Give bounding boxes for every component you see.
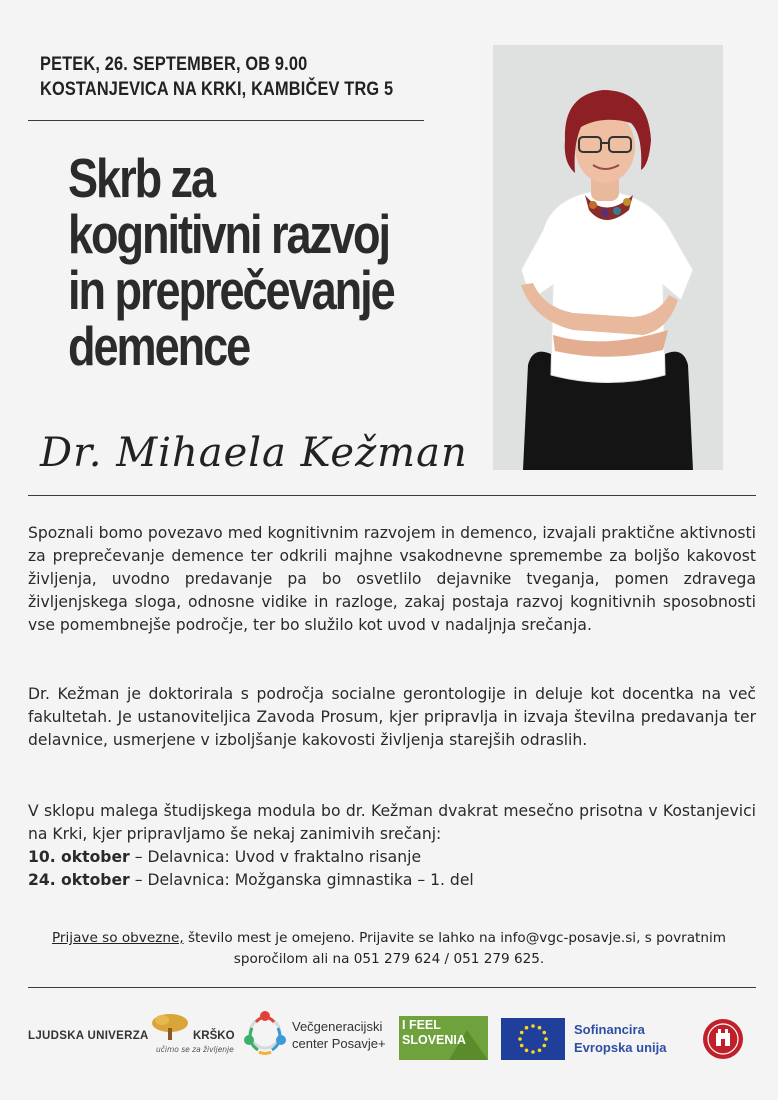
notice-details: število mest je omejeno. Prijavite se lahko na info@vgc-posavje.si, s povratnim sporočilom ali na 051 279 624 / 051 279 625. [183, 930, 727, 967]
vgc-posavje-logo [242, 1010, 392, 1060]
module-section [28, 800, 756, 892]
lu-name: LJUDSKA UNIVERZA [28, 1030, 149, 1042]
ifs-line-1: I FEEL [402, 1018, 441, 1032]
lu-tagline: učimo se za življenje [156, 1045, 234, 1054]
title-line: Skrb za [68, 147, 215, 209]
registration-notice [28, 928, 750, 970]
people-circle-icon [242, 1010, 288, 1056]
ifs-line-2: SLOVENIA [402, 1033, 466, 1047]
eu-line-2: Evropska unija [574, 1040, 667, 1055]
divider-top [28, 120, 424, 121]
event-date-1: 10. oktober [28, 848, 130, 866]
lu-city: KRŠKO [193, 1030, 235, 1042]
event-item [28, 869, 756, 892]
event-title [68, 147, 394, 377]
vgc-line-1: Večgeneracijski [292, 1019, 383, 1034]
bio-paragraph: Dr. Kežman je doktorirala s področja socialne gerontologije in deluje kot docentka na več fakultetah. Je ustanoviteljica Zavoda Prosum, kjer pripravlja in izvaja številna predavanja ter delavnice, usmerjene v izboljšanje kakovosti življenja starejših odraslih. [28, 685, 756, 749]
speaker-photo [493, 45, 723, 470]
event-location: KOSTANJEVICA NA KRKI, KAMBIČEV TRG 5 [40, 79, 394, 100]
event-date: PETEK, 26. SEPTEMBER, OB 9.00 [40, 54, 308, 75]
event-desc-2: – Delavnica: Možganska gimnastika – 1. del [129, 871, 474, 889]
event-item [28, 846, 756, 869]
event-info [40, 52, 393, 102]
ljudska-univerza-logo [28, 1012, 233, 1056]
event-date-2: 24. oktober [28, 871, 130, 889]
notice-required: Prijave so obvezne, [51, 930, 184, 946]
title-line: demence [68, 315, 250, 377]
eu-cofunding-logo [501, 1018, 681, 1060]
crest-seal-icon [702, 1018, 744, 1060]
eu-flag-icon [501, 1018, 565, 1060]
vgc-line-2: center Posavje+ [292, 1036, 386, 1051]
speaker-photo-illustration [493, 45, 723, 470]
event-desc-1: – Delavnica: Uvod v fraktalno risanje [129, 848, 422, 866]
title-line: kognitivni razvoj [68, 203, 390, 265]
module-paragraph: V sklopu malega študijskega modula bo dr. Kežman dvakrat mesečno prisotna v Kostanjevici na Krki, kjer pripravljamo še nekaj zanimivih srečanj: [28, 802, 756, 843]
speaker-signature: Dr. Mihaela Kežman [40, 430, 468, 476]
eu-line-1: Sofinancira [574, 1022, 645, 1037]
i-feel-slovenia-logo [399, 1016, 488, 1060]
divider-bottom [28, 987, 756, 988]
municipality-crest [702, 1018, 744, 1060]
eu-stars-icon [501, 1018, 565, 1060]
tree-icon [150, 1012, 190, 1042]
divider-middle [28, 495, 756, 496]
title-line: in preprečevanje [68, 259, 394, 321]
intro-paragraph: Spoznali bomo povezavo med kognitivnim razvojem in demenco, izvajali praktične aktivnosti za preprečevanje demence ter odkrili majhne vsakodnevne spremembe za boljšo kakovost življenja, uvodno predavanje pa bo osvetlilo dejavnike tveganja, pomen zdravega življenjskega sloga, odnosne vidike in razloge, zakaj postaja razvoj kognitivnih sposobnosti vse pomembnejše področje, ter bo služilo kot uvod v nadaljnja srečanja. [28, 524, 756, 634]
